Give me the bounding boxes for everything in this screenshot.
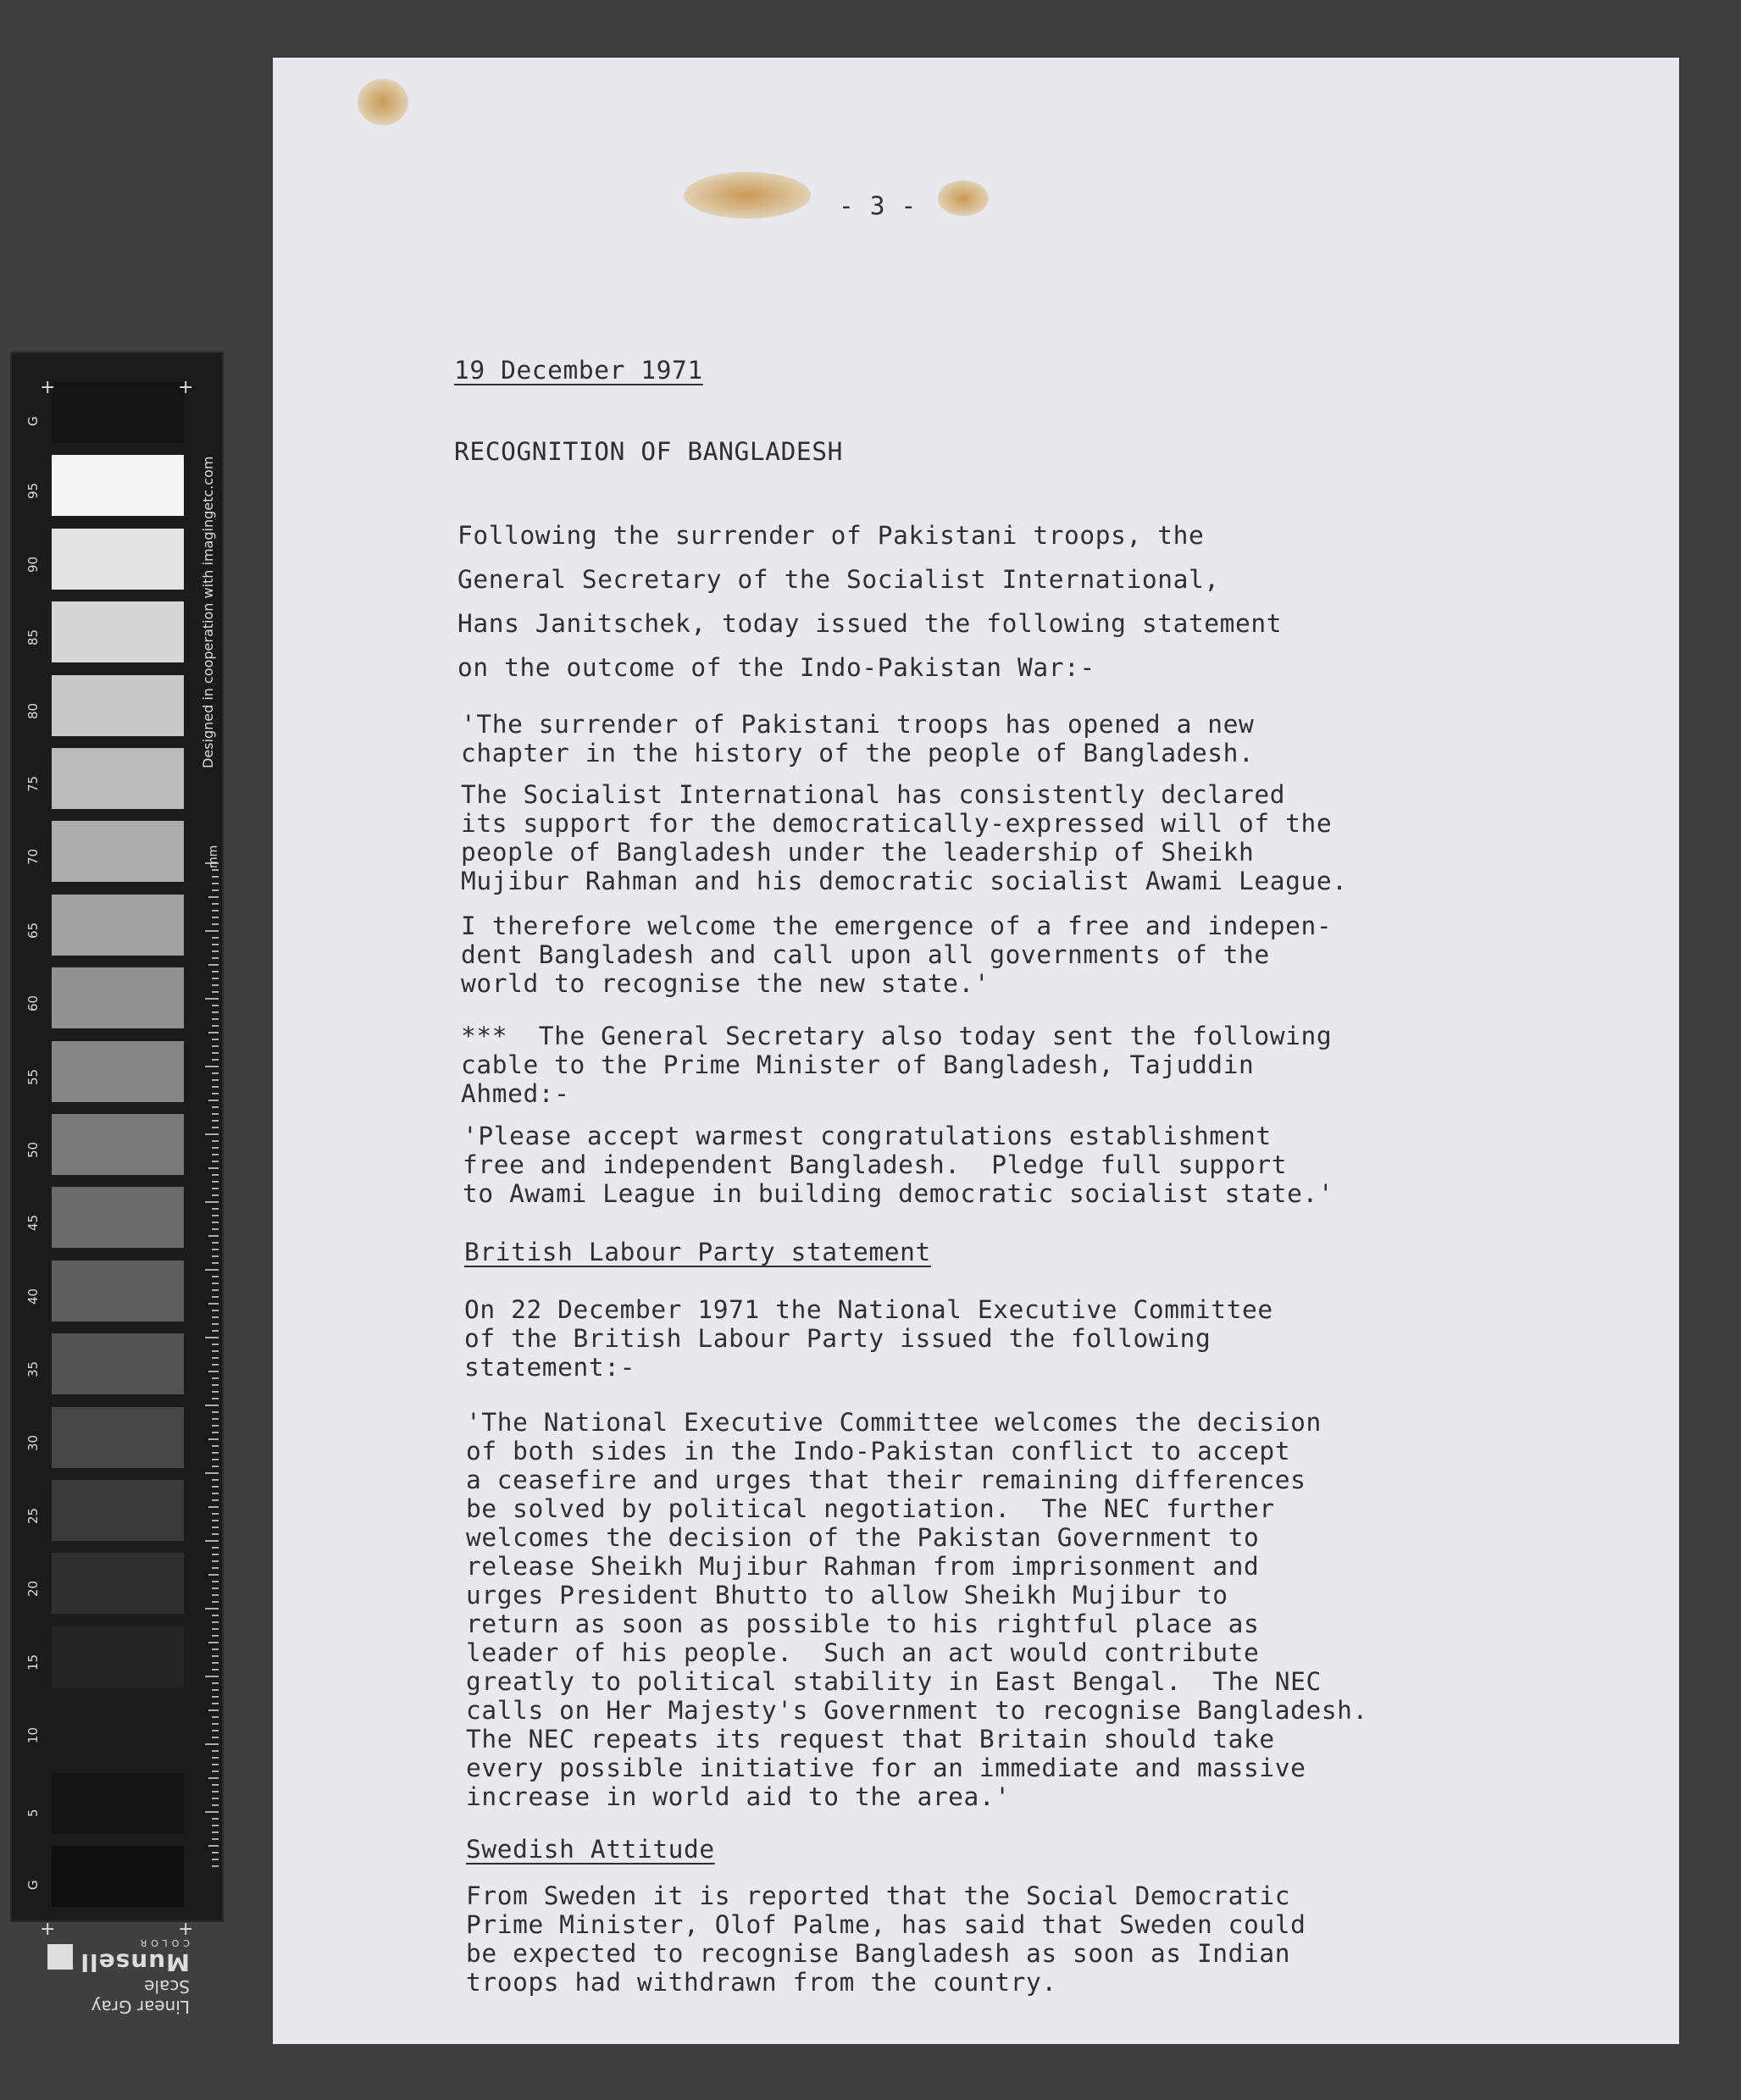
- text-line: be solved by political negotiation. The NEC further: [466, 1494, 1275, 1523]
- stain: [684, 172, 811, 219]
- text-line: urges President Bhutto to allow Sheikh Mujibur to: [466, 1581, 1228, 1610]
- text-line: its support for the democratically-expressed will of the: [461, 809, 1333, 838]
- patch-label: 5: [25, 1809, 41, 1817]
- gray-patch: [52, 1626, 184, 1687]
- munsell-sub: COLOR: [136, 1937, 190, 1948]
- gray-patch: [52, 1480, 184, 1541]
- text-line: of both sides in the Indo-Pakistan conflict to accept: [466, 1437, 1291, 1466]
- text-line: dent Bangladesh and call upon all governments of the: [461, 940, 1270, 969]
- patch-label: 95: [25, 483, 41, 500]
- patch-label: 75: [25, 775, 41, 792]
- scale-credit: Designed in cooperation with imagingetc.com: [200, 456, 216, 768]
- registration-mark: +: [40, 377, 56, 398]
- patch-label: 55: [25, 1068, 41, 1085]
- document-page: [273, 58, 1679, 2044]
- text-line: return as soon as possible to his rightful place as: [466, 1610, 1260, 1638]
- text-line: troops had withdrawn from the country.: [466, 1968, 1057, 1997]
- text-line: calls on Her Majesty's Government to recognise Bangladesh.: [466, 1696, 1368, 1725]
- text-line: on the outcome of the Indo-Pakistan War:-: [457, 653, 1095, 682]
- stain: [358, 79, 408, 125]
- gray-patch: [52, 1041, 184, 1102]
- munsell-logo: [46, 1937, 190, 1976]
- text-line: welcomes the decision of the Pakistan Government to: [466, 1523, 1260, 1552]
- text-line: Ahmed:-: [461, 1079, 570, 1108]
- text-line: leader of his people. Such an act would contribute: [466, 1638, 1260, 1667]
- page-number: - 3 -: [839, 191, 917, 220]
- gray-patch: [52, 675, 184, 736]
- patch-label: 80: [25, 702, 41, 719]
- text-line: On 22 December 1971 the National Executive Committee: [464, 1295, 1273, 1324]
- patch-label: G: [25, 416, 41, 426]
- gray-patch: [52, 1699, 184, 1760]
- text-line: of the British Labour Party issued the following: [464, 1324, 1211, 1353]
- section-heading: Swedish Attitude: [466, 1835, 715, 1864]
- gray-patch: [52, 821, 184, 882]
- document-date: 19 December 1971: [454, 356, 703, 385]
- patch-label: 35: [25, 1361, 41, 1378]
- gray-patch: [52, 1187, 184, 1248]
- patch-label: 15: [25, 1654, 41, 1671]
- mm-ruler: [203, 862, 219, 1870]
- text-line: The NEC repeats its request that Britain should take: [466, 1725, 1275, 1754]
- text-line: to Awami League in building democratic socialist state.': [463, 1179, 1334, 1208]
- text-line: General Secretary of the Socialist International,: [457, 565, 1220, 594]
- text-line: Prime Minister, Olof Palme, has said that Sweden could: [466, 1910, 1306, 1939]
- patch-label: G: [25, 1880, 41, 1890]
- gray-patch: [52, 748, 184, 809]
- gray-patch: [52, 1114, 184, 1175]
- patch-label: 30: [25, 1434, 41, 1451]
- section-heading: British Labour Party statement: [464, 1238, 931, 1266]
- patch-label: 25: [25, 1507, 41, 1524]
- text-line: people of Bangladesh under the leadership of Sheikh: [461, 838, 1255, 867]
- gray-patch: [52, 895, 184, 956]
- document-heading: RECOGNITION OF BANGLADESH: [454, 437, 844, 466]
- registration-mark: +: [178, 377, 194, 398]
- text-line: chapter in the history of the people of Bangladesh.: [461, 739, 1255, 767]
- text-line: be expected to recognise Bangladesh as soon as Indian: [466, 1939, 1291, 1968]
- text-line: increase in world aid to the area.': [466, 1782, 1011, 1811]
- text-line: 'The National Executive Committee welcomes the decision: [466, 1408, 1322, 1437]
- gray-patch: [52, 382, 184, 443]
- patch-label: 20: [25, 1581, 41, 1598]
- gray-patch: [52, 1407, 184, 1468]
- scale-unit: mm: [207, 845, 220, 868]
- text-line: a ceasefire and urges that their remaining differences: [466, 1466, 1306, 1494]
- text-line: Following the surrender of Pakistani troops, the: [457, 521, 1205, 550]
- patch-label: 65: [25, 922, 41, 939]
- text-line: Mujibur Rahman and his democratic socialist Awami League.: [461, 867, 1348, 895]
- text-line: every possible initiative for an immediate and massive: [466, 1754, 1306, 1782]
- text-line: free and independent Bangladesh. Pledge full support: [463, 1150, 1288, 1179]
- text-line: 'Please accept warmest congratulations establishment: [463, 1122, 1272, 1150]
- stain: [938, 180, 989, 216]
- gray-scale-card: [10, 352, 224, 2017]
- gray-patch: [52, 1333, 184, 1394]
- patch-label: 40: [25, 1288, 41, 1305]
- munsell-brand: Munsell: [80, 1948, 190, 1976]
- text-line: 'The surrender of Pakistani troops has opened a new: [461, 710, 1255, 739]
- text-line: *** The General Secretary also today sent the following: [461, 1022, 1333, 1050]
- registration-mark: +: [178, 1919, 194, 1940]
- gray-patch: [52, 1846, 184, 1907]
- text-line: statement:-: [464, 1353, 635, 1382]
- text-line: I therefore welcome the emergence of a free and indepen-: [461, 911, 1333, 940]
- patch-label: 10: [25, 1727, 41, 1744]
- gray-patch: [52, 1261, 184, 1322]
- text-line: cable to the Prime Minister of Bangladesh, Tajuddin: [461, 1050, 1255, 1079]
- gray-patch: [52, 967, 184, 1028]
- gray-patch: [52, 1773, 184, 1834]
- text-line: From Sweden it is reported that the Social Democratic: [466, 1881, 1291, 1910]
- patch-label: 45: [25, 1215, 41, 1232]
- patch-label: 70: [25, 849, 41, 866]
- patch-label: 90: [25, 556, 41, 573]
- text-line: The Socialist International has consistently declared: [461, 780, 1286, 809]
- gray-patch: [52, 601, 184, 662]
- gray-patch: [52, 455, 184, 516]
- scale-title: Linear Gray Scale: [91, 1976, 190, 2017]
- text-line: world to recognise the new state.': [461, 969, 990, 998]
- patch-label: 60: [25, 995, 41, 1012]
- munsell-logo-icon: [47, 1944, 73, 1970]
- registration-mark: +: [40, 1919, 56, 1940]
- text-line: release Sheikh Mujibur Rahman from imprisonment and: [466, 1552, 1260, 1581]
- patch-label: 85: [25, 629, 41, 646]
- gray-patch: [52, 1553, 184, 1614]
- patch-label: 50: [25, 1141, 41, 1158]
- text-line: Hans Janitschek, today issued the following statement: [457, 609, 1283, 638]
- gray-patch: [52, 529, 184, 590]
- scale-footer: [46, 1937, 190, 2022]
- text-line: greatly to political stability in East Bengal. The NEC: [466, 1667, 1322, 1696]
